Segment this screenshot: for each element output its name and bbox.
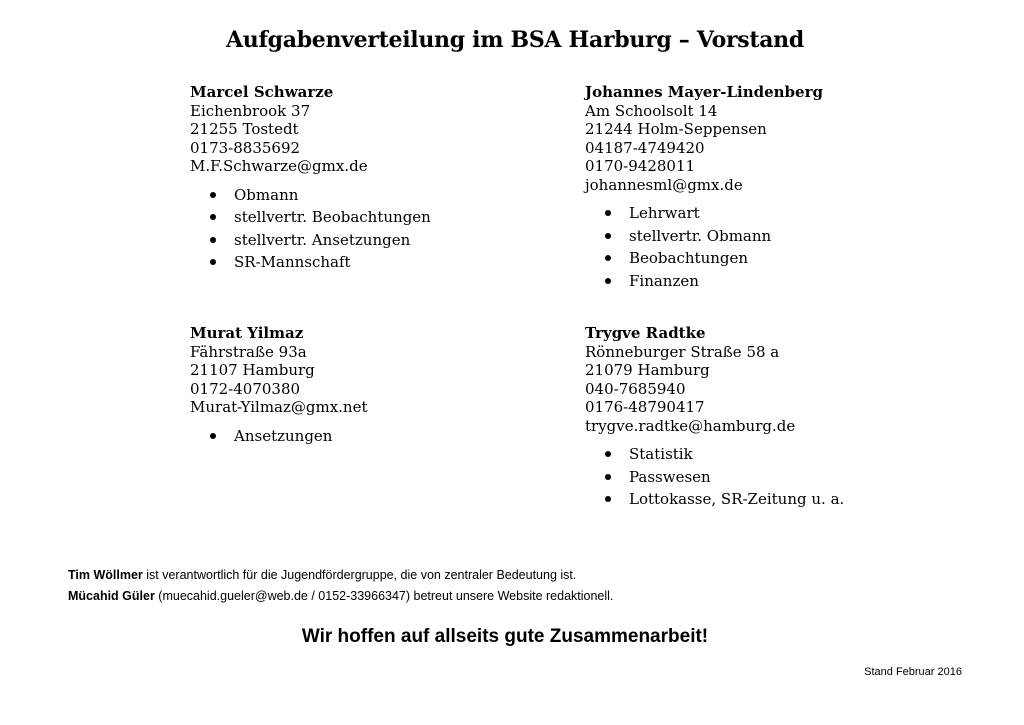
person-card-schwarze xyxy=(190,83,431,274)
task-list xyxy=(585,443,844,511)
note-website xyxy=(68,589,613,603)
person-city: 21079 Hamburg xyxy=(585,361,710,379)
person-card-radtke xyxy=(585,324,844,511)
task-item: SR-Mannschaft xyxy=(190,251,431,274)
bullet-icon xyxy=(210,214,216,220)
task-item: Passwesen xyxy=(585,466,844,489)
person-email[interactable]: johannesml@gmx.de xyxy=(585,175,743,194)
person-name: Johannes Mayer-Lindenberg xyxy=(585,83,823,101)
person-email[interactable]: trygve.radtke@hamburg.de xyxy=(585,416,796,435)
person-card-mayer-lindenberg xyxy=(585,83,823,292)
person-city: 21244 Holm-Seppensen xyxy=(585,120,767,138)
person-city: 21255 Tostedt xyxy=(190,120,299,138)
task-item: Beobachtungen xyxy=(585,247,823,270)
person-name: Murat Yilmaz xyxy=(190,324,304,342)
person-phone: 0170-9428011 xyxy=(585,157,696,175)
person-phone: 0173-8835692 xyxy=(190,138,301,157)
page-title: Aufgabenverteilung im BSA Harburg – Vorstand xyxy=(226,27,804,53)
note-person-name: Tim Wöllmer xyxy=(68,568,143,582)
person-phone: 04187-4749420 xyxy=(585,138,705,157)
task-list xyxy=(190,184,431,274)
bullet-icon xyxy=(210,237,216,243)
task-item: Ansetzungen xyxy=(190,425,368,448)
person-phone: 0172-4070380 xyxy=(190,379,301,398)
bullet-icon xyxy=(605,474,611,480)
note-text: (muecahid.gueler@web.de / 0152-33966347) betreut unsere Website redaktionell. xyxy=(154,589,614,603)
task-item: Obmann xyxy=(190,184,431,207)
bullet-icon xyxy=(605,255,611,261)
person-city: 21107 Hamburg xyxy=(190,361,315,379)
bullet-icon xyxy=(605,210,611,216)
person-card-yilmaz xyxy=(190,324,368,447)
person-name: Trygve Radtke xyxy=(585,324,706,342)
person-name: Marcel Schwarze xyxy=(190,83,334,101)
task-item: Lottokasse, SR-Zeitung u. a. xyxy=(585,488,844,511)
task-list xyxy=(190,425,368,448)
task-item: stellvertr. Beobachtungen xyxy=(190,206,431,229)
note-person-name: Mücahid Güler xyxy=(68,589,155,603)
note-text: ist verantwortlich für die Jugendfördergruppe, die von zentraler Bedeutung ist. xyxy=(142,568,577,582)
person-street: Am Schoolsolt 14 xyxy=(585,101,718,120)
bullet-icon xyxy=(605,451,611,457)
person-street: Eichenbrook 37 xyxy=(190,101,311,120)
task-item: stellvertr. Obmann xyxy=(585,225,823,248)
bullet-icon xyxy=(210,192,216,198)
person-email[interactable]: M.F.Schwarze@gmx.de xyxy=(190,157,368,175)
stand-date: Stand Februar 2016 xyxy=(864,666,962,678)
bullet-icon xyxy=(210,259,216,265)
bullet-icon xyxy=(605,496,611,502)
bullet-icon xyxy=(210,433,216,439)
bullet-icon xyxy=(605,233,611,239)
task-item: stellvertr. Ansetzungen xyxy=(190,229,431,252)
task-item: Statistik xyxy=(585,443,844,466)
note-jugendfoerdergruppe xyxy=(68,568,576,582)
bullet-icon xyxy=(605,278,611,284)
person-phone: 0176-48790417 xyxy=(585,398,705,416)
task-list xyxy=(585,202,823,292)
person-street: Fährstraße 93a xyxy=(190,342,307,361)
task-item: Lehrwart xyxy=(585,202,823,225)
person-street: Rönneburger Straße 58 a xyxy=(585,342,780,361)
person-phone: 040-7685940 xyxy=(585,379,686,398)
closing-message: Wir hoffen auf allseits gute Zusammenarbeit! xyxy=(301,626,709,647)
task-item: Finanzen xyxy=(585,270,823,293)
person-email[interactable]: Murat-Yilmaz@gmx.net xyxy=(190,398,368,416)
